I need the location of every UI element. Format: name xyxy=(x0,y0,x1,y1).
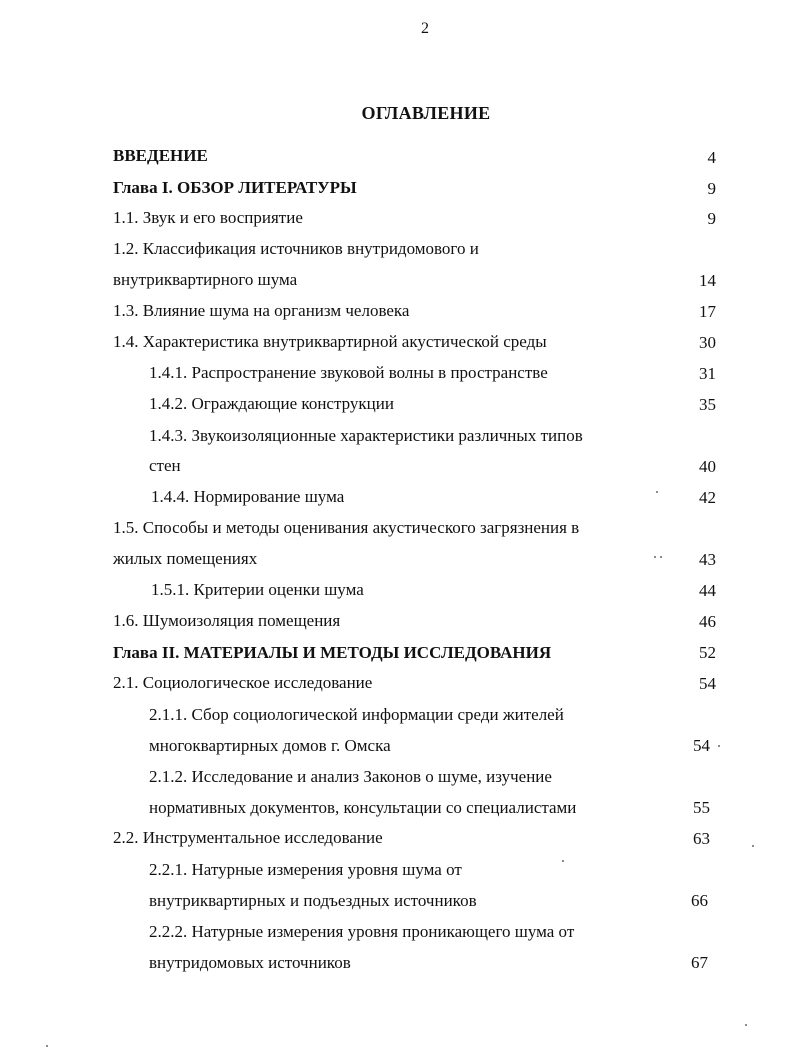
toc-page-1-4-4: 42 xyxy=(699,488,716,507)
toc-entry-2-1-1: 2.1.1. Сбор социологической информации среди жителей xyxy=(149,705,564,724)
toc-entry-2-1-2-cont: нормативных документов, консультации со специалистами xyxy=(149,798,577,817)
toc-entry-2-2: 2.2. Инструментальное исследование xyxy=(113,828,383,847)
toc-page-1-4: 30 xyxy=(699,333,716,352)
toc-page-1-6: 46 xyxy=(699,612,716,631)
toc-entry-2-2-2-cont: внутридомовых источников xyxy=(149,953,351,972)
toc-entry-2-1-1-cont: многоквартирных домов г. Омска xyxy=(149,736,391,755)
toc-entry-1-2-cont: внутриквартирного шума xyxy=(113,270,298,289)
toc-page-2-2: 63 xyxy=(693,829,710,848)
toc-entry-2-2-1-cont: внутриквартирных и подъездных источников xyxy=(149,891,477,910)
scan-speck xyxy=(46,1045,48,1047)
toc-page-1-4-2: 35 xyxy=(699,395,716,414)
scan-speck xyxy=(745,1024,747,1026)
scan-speck xyxy=(656,491,658,493)
toc-entry-2-2-1: 2.2.1. Натурные измерения уровня шума от xyxy=(149,860,462,879)
toc-entry-1-1: 1.1. Звук и его восприятие xyxy=(113,208,303,227)
page-number: 2 xyxy=(421,20,429,37)
toc-entry-2-1-2: 2.1.2. Исследование и анализ Законов о шуме, изучение xyxy=(149,767,552,786)
toc-page-2-2-1: 66 xyxy=(691,891,708,910)
scan-speck xyxy=(752,845,754,847)
toc-page-1-4-1: 31 xyxy=(699,364,716,383)
toc-entry-1-3: 1.3. Влияние шума на организм человека xyxy=(113,301,410,320)
toc-page-1-1: 9 xyxy=(707,209,716,228)
toc-page-1-5: 43 xyxy=(699,550,716,569)
scan-speck xyxy=(654,556,656,558)
toc-entry-1-5-1: 1.5.1. Критерии оценки шума xyxy=(151,580,364,599)
toc-page-chapter-2: 52 xyxy=(699,643,716,662)
toc-entry-1-5: 1.5. Способы и методы оценивания акустического загрязнения в xyxy=(113,518,580,537)
toc-entry-1-2: 1.2. Классификация источников внутридомового и xyxy=(113,239,479,258)
toc-entry-1-4-2: 1.4.2. Ограждающие конструкции xyxy=(149,394,394,413)
toc-page-introduction: 4 xyxy=(707,148,716,167)
scan-speck xyxy=(660,556,662,558)
scan-speck xyxy=(718,745,720,747)
toc-entry-1-4-3-cont: стен xyxy=(149,456,181,475)
toc-page-2-1-1: 54 xyxy=(693,736,710,755)
toc-entry-1-4: 1.4. Характеристика внутриквартирной акустической среды xyxy=(113,332,547,351)
toc-page-1-2: 14 xyxy=(699,271,716,290)
toc-page-2-1: 54 xyxy=(699,674,716,693)
toc-entry-1-5-cont: жилых помещениях xyxy=(113,549,258,568)
toc-page-1-5-1: 44 xyxy=(699,581,716,600)
toc-entry-1-6: 1.6. Шумоизоляция помещения xyxy=(113,611,341,630)
toc-entry-1-4-1: 1.4.1. Распространение звуковой волны в пространстве xyxy=(149,363,548,382)
toc-page-1-3: 17 xyxy=(699,302,716,321)
toc-entry-introduction: ВВЕДЕНИЕ xyxy=(113,146,208,165)
toc-entry-chapter-1: Глава I. ОБЗОР ЛИТЕРАТУРЫ xyxy=(113,178,357,197)
scan-speck xyxy=(562,860,564,862)
toc-entry-2-2-2: 2.2.2. Натурные измерения уровня проникающего шума от xyxy=(149,922,575,941)
toc-entry-chapter-2: Глава II. МАТЕРИАЛЫ И МЕТОДЫ ИССЛЕДОВАНИЯ xyxy=(113,643,552,662)
toc-entry-2-1: 2.1. Социологическое исследование xyxy=(113,673,373,692)
toc-title: ОГЛАВЛЕНИЕ xyxy=(361,103,491,123)
toc-entry-1-4-3: 1.4.3. Звукоизоляционные характеристики различных типов xyxy=(149,426,583,445)
toc-page-1-4-3: 40 xyxy=(699,457,716,476)
toc-page-2-1-2: 55 xyxy=(693,798,710,817)
toc-page-chapter-1: 9 xyxy=(707,179,716,198)
toc-page-2-2-2: 67 xyxy=(691,953,708,972)
toc-entry-1-4-4: 1.4.4. Нормирование шума xyxy=(151,487,345,506)
